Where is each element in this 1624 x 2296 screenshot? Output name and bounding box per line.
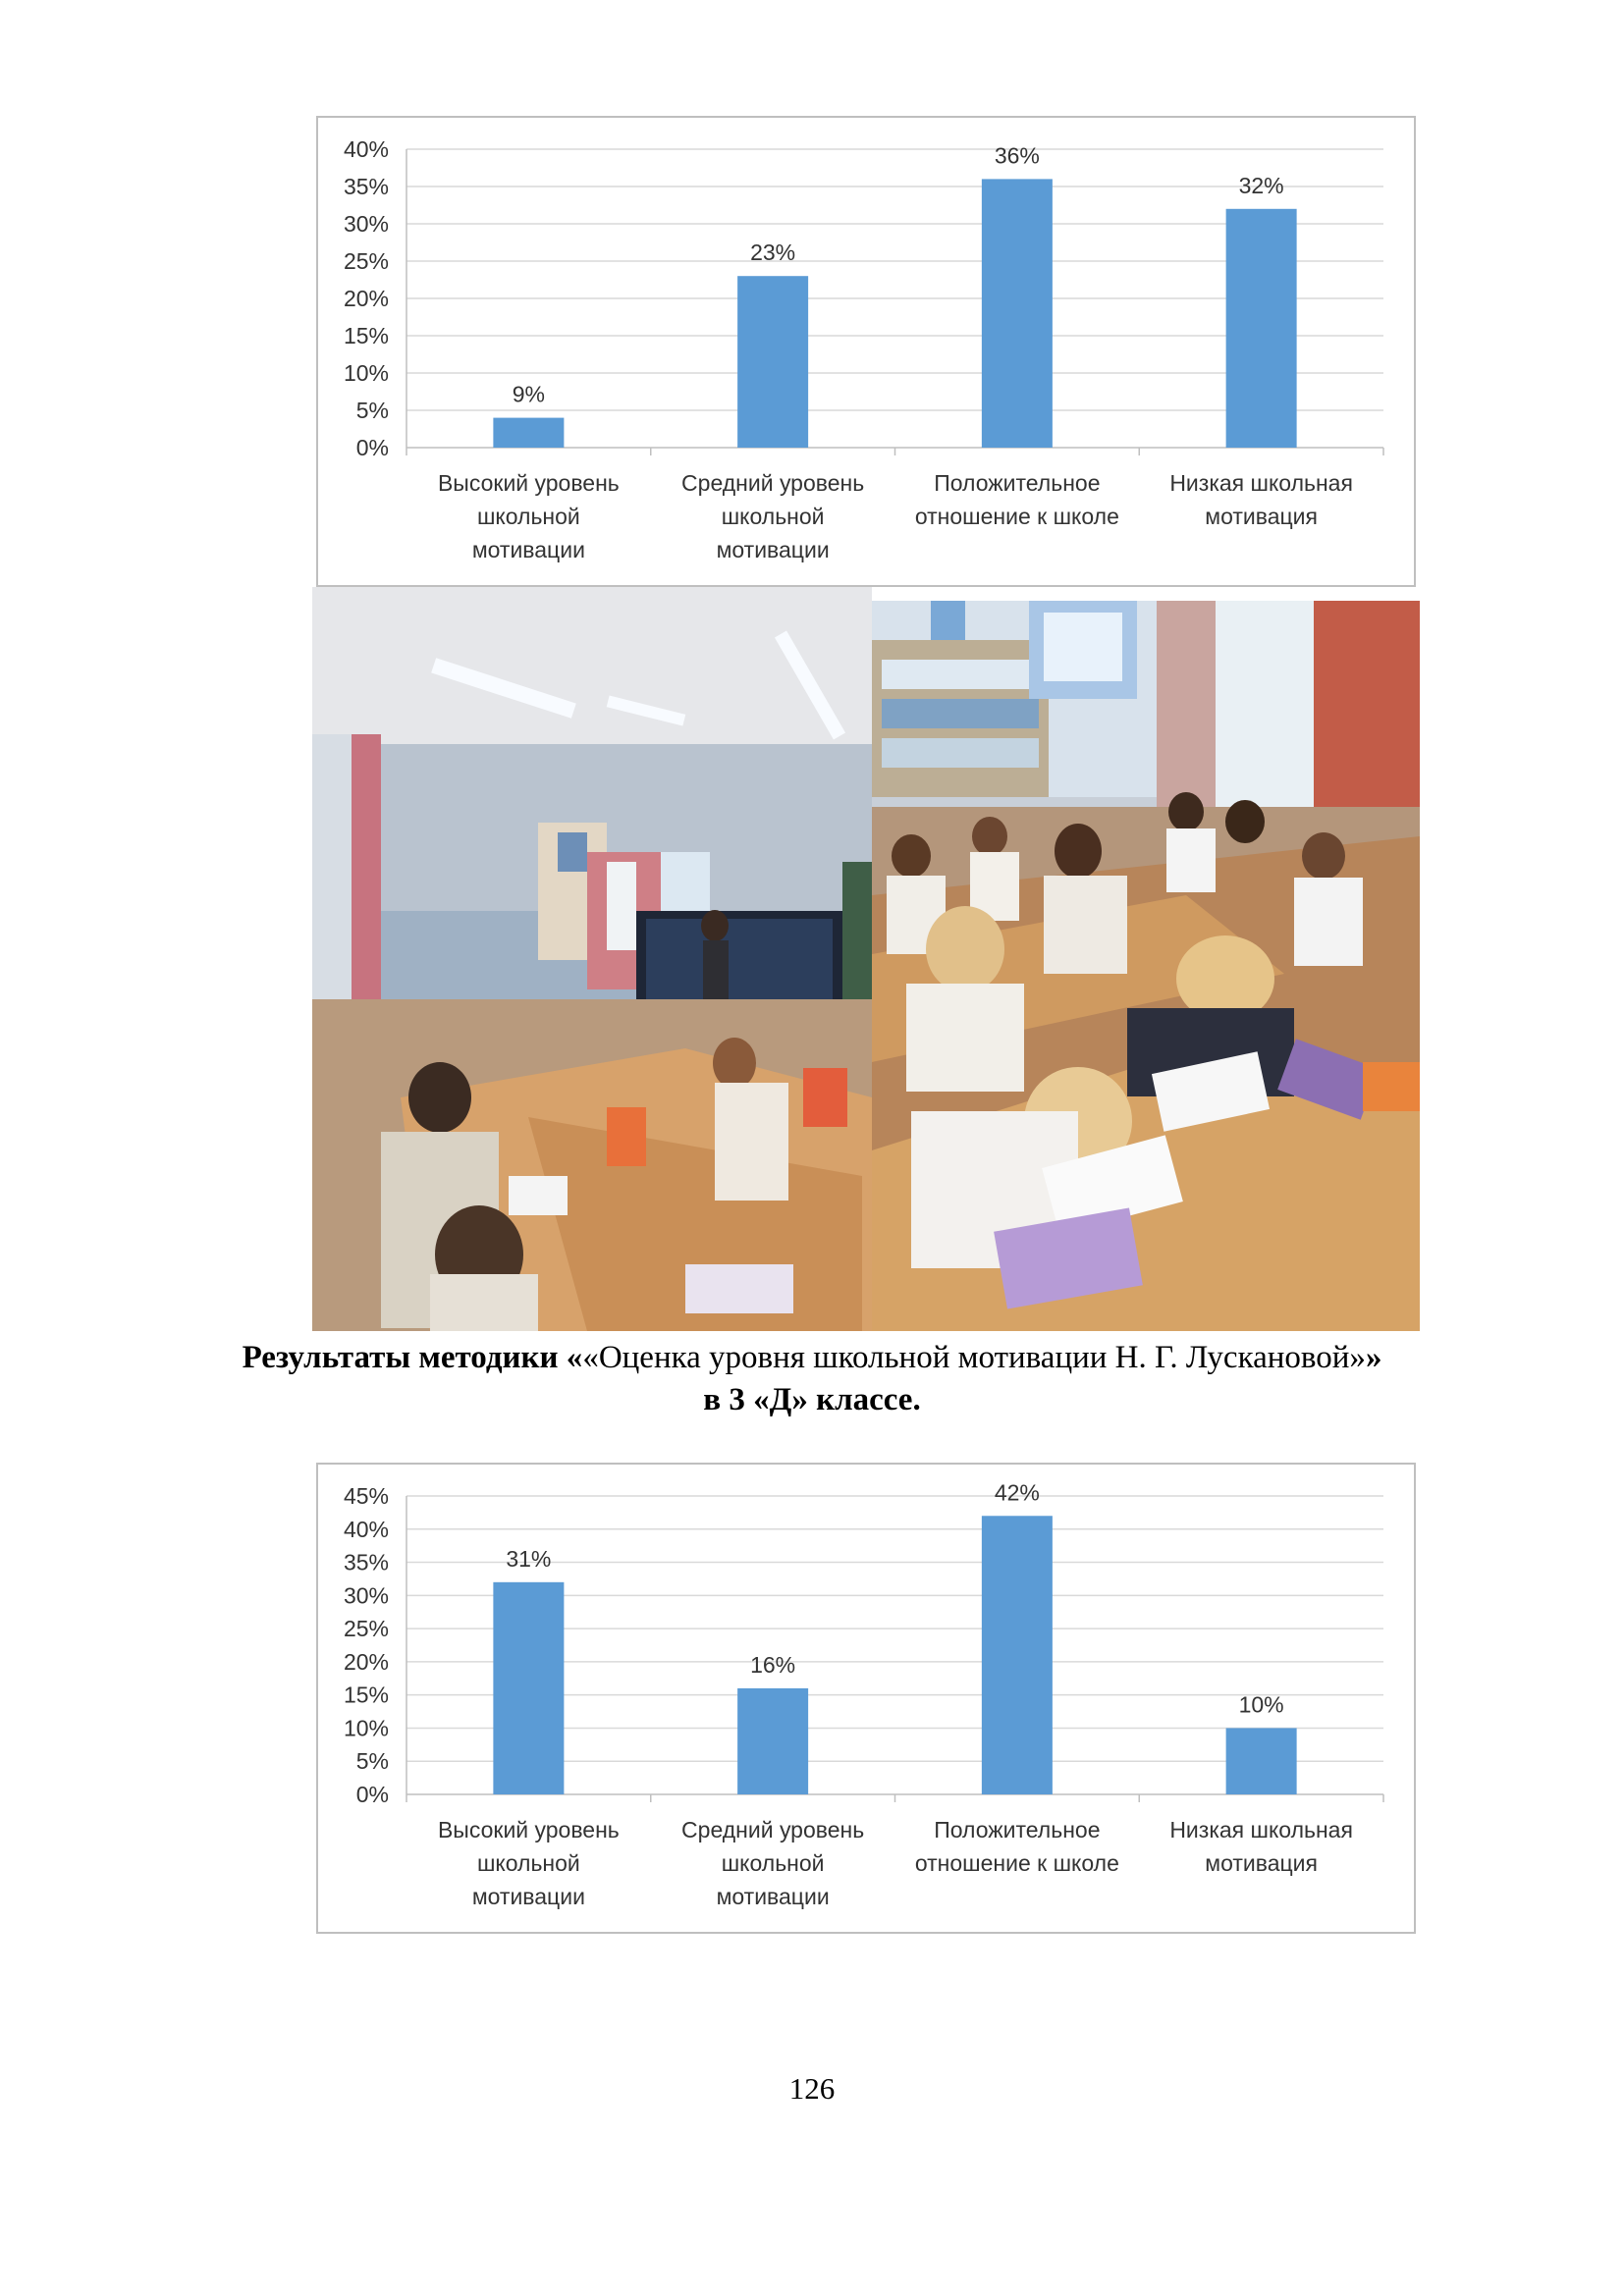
y-tick-label: 40% — [343, 136, 389, 162]
data-label: 31% — [506, 1545, 552, 1572]
category-label: Высокий уровень — [437, 1817, 620, 1842]
bar — [982, 1516, 1053, 1794]
bar-chart-1 — [316, 116, 1416, 587]
y-tick-label: 30% — [343, 1582, 389, 1609]
category-label: мотивации — [716, 1884, 830, 1909]
category-label: мотивации — [471, 1884, 585, 1909]
bar — [1226, 209, 1297, 448]
y-tick-label: 20% — [343, 1648, 389, 1675]
bar — [737, 276, 808, 448]
category-label: мотивация — [1205, 504, 1318, 529]
category-label: мотивации — [716, 537, 830, 562]
category-label: школьной — [476, 504, 580, 529]
y-tick-label: 35% — [343, 1549, 389, 1575]
category-label: отношение к школе — [914, 1850, 1119, 1876]
page-number: 126 — [788, 2071, 836, 2106]
y-tick-label: 15% — [343, 323, 389, 348]
classroom-photo-left-image — [312, 587, 872, 1331]
bar — [493, 418, 564, 448]
bar-chart-1-svg — [318, 118, 1414, 585]
category-label: Низкая школьная — [1169, 1817, 1353, 1842]
category-label: отношение к школе — [914, 504, 1119, 529]
category-label: школьной — [721, 504, 825, 529]
category-label: Средний уровень — [681, 1817, 865, 1842]
bar — [493, 1582, 564, 1794]
y-tick-label: 25% — [343, 1616, 389, 1642]
classroom-photo-left — [312, 587, 872, 1331]
bar — [737, 1688, 808, 1794]
data-label: 16% — [750, 1651, 796, 1678]
category-label: мотивация — [1205, 1850, 1318, 1876]
y-tick-label: 30% — [343, 211, 389, 237]
y-tick-label: 45% — [343, 1483, 389, 1509]
data-label: 32% — [1238, 172, 1284, 198]
classroom-photo-right-image — [872, 601, 1420, 1331]
caption-prefix: Результаты методики « — [242, 1340, 583, 1375]
data-label: 9% — [512, 381, 545, 407]
category-label: школьной — [721, 1850, 825, 1876]
y-tick-label: 10% — [343, 1715, 389, 1741]
y-tick-label: 5% — [355, 398, 389, 423]
caption-title: «Оценка уровня школьной мотивации Н. Г. Лускановой» — [582, 1340, 1366, 1375]
y-tick-label: 35% — [343, 174, 389, 199]
data-label: 36% — [994, 142, 1040, 169]
caption-suffix: » — [1365, 1340, 1382, 1375]
y-tick-label: 25% — [343, 248, 389, 274]
bar-chart-2 — [316, 1463, 1416, 1934]
y-tick-label: 15% — [343, 1682, 389, 1708]
category-label: Положительное — [934, 1817, 1101, 1842]
category-label: Низкая школьная — [1169, 470, 1353, 496]
category-label: Средний уровень — [681, 470, 865, 496]
y-tick-label: 5% — [355, 1748, 389, 1775]
category-label: Положительное — [934, 470, 1101, 496]
category-label: Высокий уровень — [437, 470, 620, 496]
data-label: 42% — [994, 1479, 1040, 1506]
category-label: школьной — [476, 1850, 580, 1876]
data-label: 10% — [1238, 1691, 1284, 1718]
category-label: мотивации — [471, 537, 585, 562]
data-label: 23% — [750, 240, 796, 266]
y-tick-label: 40% — [343, 1516, 389, 1542]
y-tick-label: 20% — [343, 286, 389, 311]
y-tick-label: 10% — [343, 360, 389, 386]
bar — [982, 179, 1053, 448]
classroom-photo-right — [872, 601, 1420, 1331]
bar — [1226, 1728, 1297, 1794]
figure-caption-line1 — [0, 1340, 1624, 1376]
classroom-photos — [312, 587, 1420, 1331]
bar-chart-2-svg — [318, 1465, 1414, 1932]
y-tick-label: 0% — [355, 435, 389, 460]
figure-caption-line2: в 3 «Д» классе. — [703, 1382, 921, 1417]
y-tick-label: 0% — [355, 1782, 389, 1807]
